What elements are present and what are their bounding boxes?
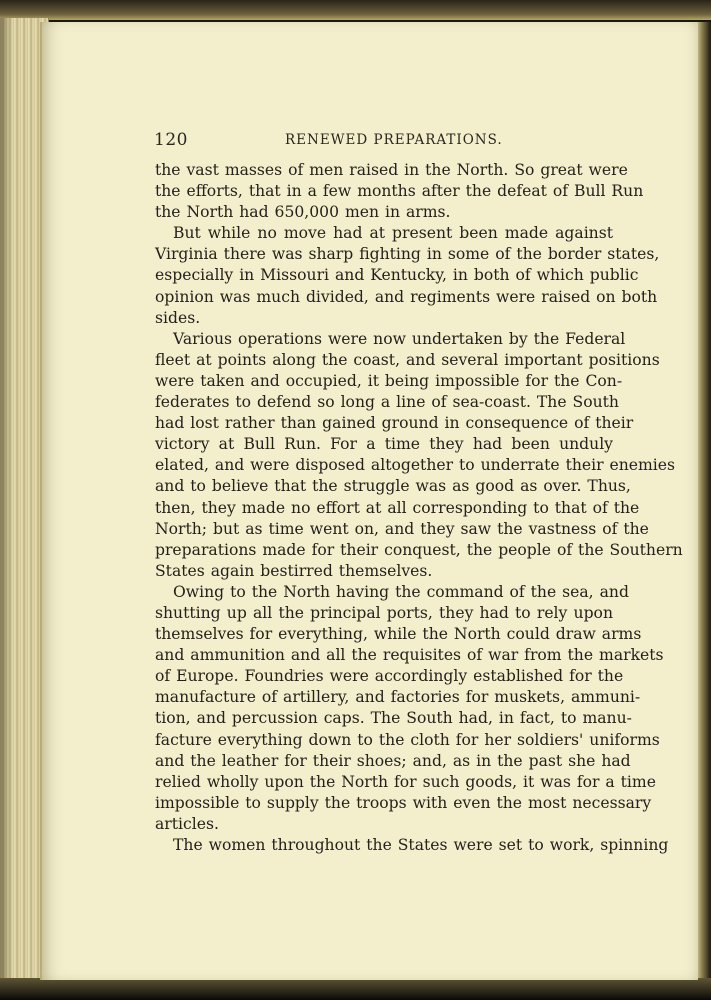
text-line: themselves for everything, while the North could draw arms (155, 625, 642, 644)
bottom-book-edge (0, 978, 711, 1000)
text-line: had lost rather than gained ground in consequence of their (155, 414, 634, 433)
text-line: shutting up all the principal ports, they had to rely upon (155, 603, 613, 622)
text-line: of Europe. Foundries were accordingly established for the (155, 667, 624, 686)
text-line: federates to defend so long a line of sea-coast. The South (155, 393, 619, 412)
text-line: the vast masses of men raised in the North. So great were (155, 161, 628, 179)
text-line: manufacture of artillery, and factories for muskets, ammuni- (155, 688, 641, 707)
text-line: and the leather for their shoes; and, as in the past she had (155, 751, 631, 770)
text-line: fleet at points along the coast, and several important positions (155, 350, 660, 369)
text-line: the efforts, that in a few months after the defeat of Bull Run (155, 182, 644, 201)
running-head (154, 130, 614, 154)
top-book-edge (0, 0, 711, 20)
text-line: Owing to the North having the command of the sea, and (173, 582, 629, 601)
text-line: Various operations were now undertaken by the Federal (173, 329, 626, 348)
body-text (155, 160, 683, 856)
text-line: especially in Missouri and Kentucky, in both of which public (155, 266, 639, 285)
text-line: impossible to supply the troops with even the most necessary (155, 793, 652, 812)
text-line: and to believe that the struggle was as good as over. Thus, (155, 477, 631, 496)
text-line: were taken and occupied, it being impossible for the Con- (155, 371, 623, 390)
text-line: North; but as time went on, and they saw the vastness of the (155, 519, 649, 538)
text-line: and ammunition and all the requisites of war from the markets (155, 646, 664, 665)
text-line: facture everything down to the cloth for her soldiers' uniforms (155, 730, 660, 749)
text-line: then, they made no effort at all corresponding to that of the (155, 498, 640, 517)
text-line: preparations made for their conquest, the people of the Southern (155, 540, 683, 559)
chapter-running-title: RENEWED PREPARATIONS. (285, 132, 503, 148)
text-line: victory at Bull Run. For a time they had been unduly (155, 435, 613, 454)
text-line: sides. (155, 308, 201, 327)
text-line: articles. (155, 814, 219, 833)
text-line: elated, and were disposed altogether to underrate their enemies (155, 456, 676, 475)
text-line: But while no move had at present been made against (173, 224, 613, 243)
text-line: The women throughout the States were set to work, spinning (173, 836, 669, 854)
text-line: States again bestirred themselves. (155, 561, 433, 580)
right-book-edge (696, 22, 711, 980)
text-line: the North had 650,000 men in arms. (155, 203, 451, 222)
text-line: relied wholly upon the North for such goods, it was for a time (155, 772, 656, 791)
binding-shadow (0, 18, 12, 986)
text-line: tion, and percussion caps. The South had, in fact, to manu- (155, 709, 632, 728)
text-line: opinion was much divided, and regiments were raised on both (155, 287, 658, 306)
text-line: Virginia there was sharp fighting in some of the border states, (155, 245, 660, 264)
page-number: 120 (154, 130, 188, 150)
